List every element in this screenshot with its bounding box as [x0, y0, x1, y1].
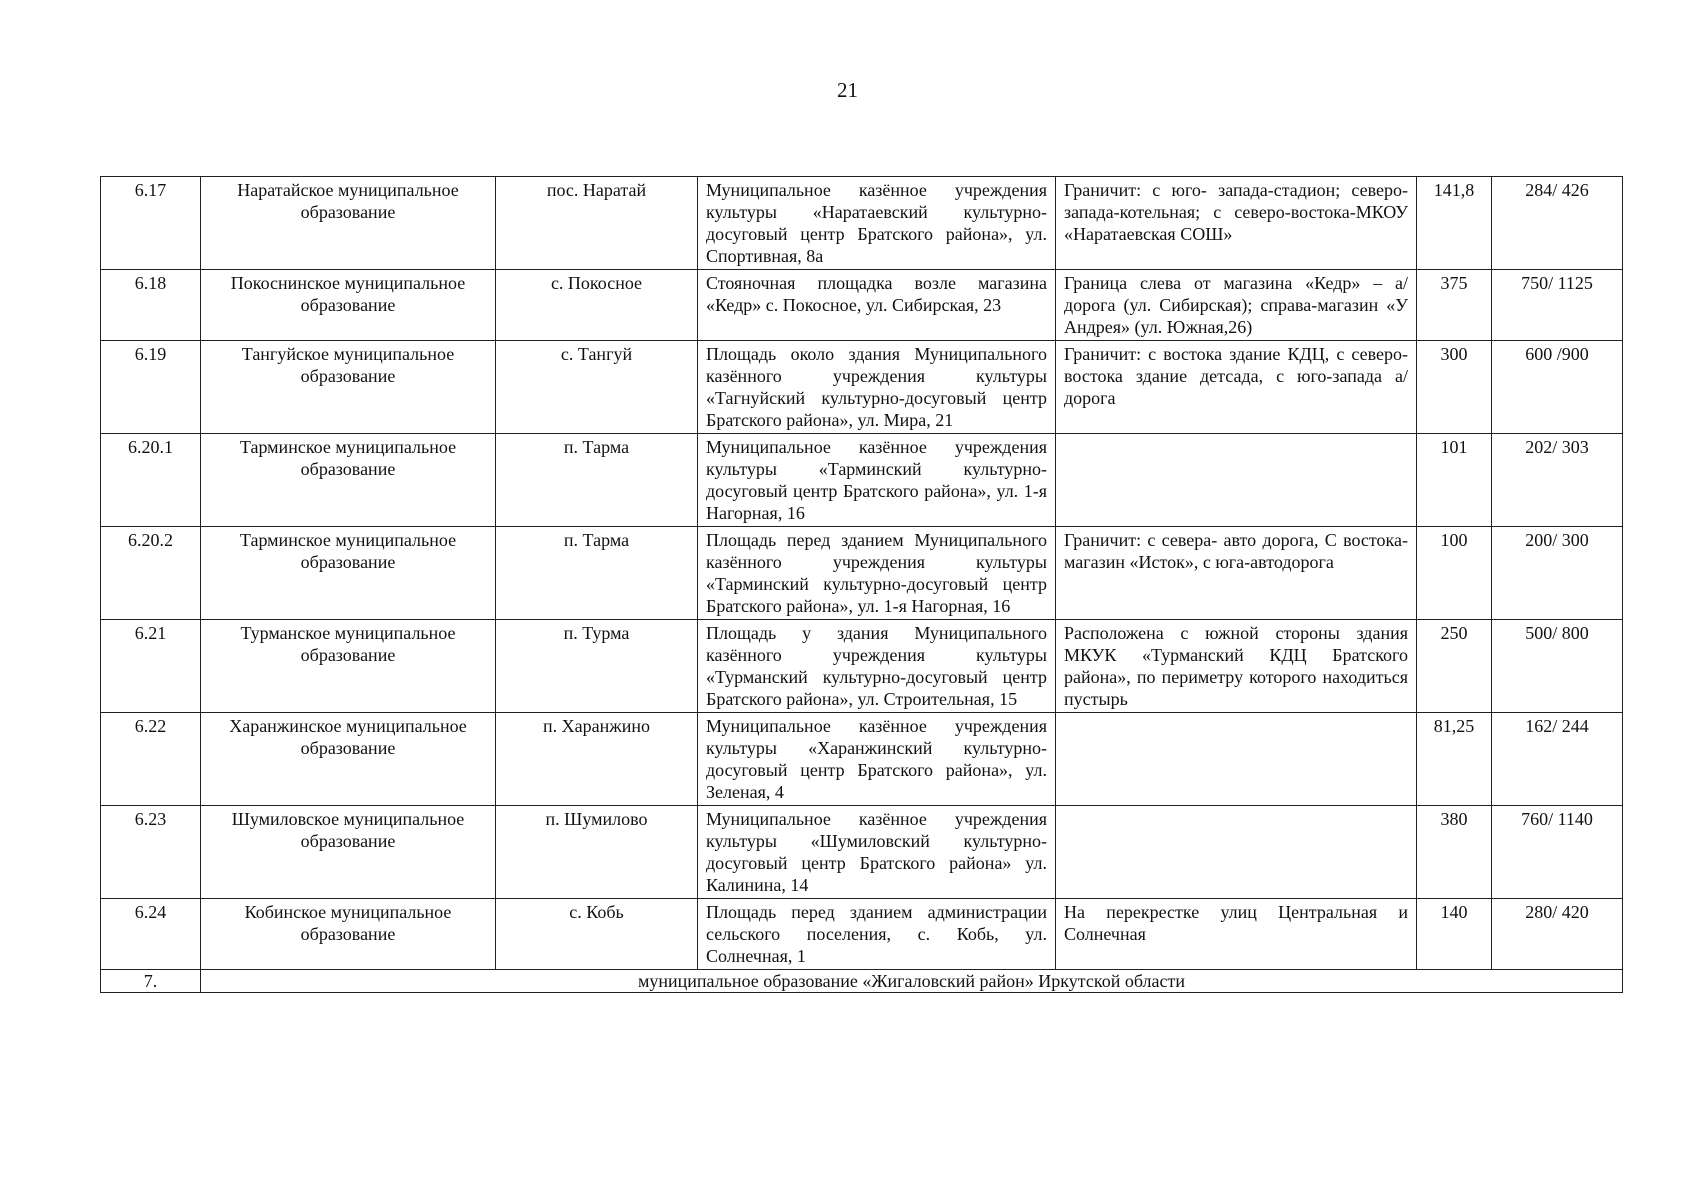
settlement-cell: п. Тарма	[496, 434, 698, 527]
boundaries-cell: Граничит: с востока здание КДЦ, с северо-востока здание детсада, с юго-запада а/дорога	[1056, 341, 1417, 434]
municipality-cell: Тарминское муниципальное образование	[201, 434, 496, 527]
municipality-cell: Турманское муниципальное образование	[201, 620, 496, 713]
address-cell: Муниципальное казённое учреждения культуры «Тарминский культурно-досуговый центр Братского района», ул. 1-я Нагорная, 16	[698, 434, 1056, 527]
boundaries-cell	[1056, 434, 1417, 527]
municipality-cell: Шумиловское муниципальное образование	[201, 806, 496, 899]
area-cell: 140	[1417, 899, 1492, 970]
boundaries-cell: Расположена с южной стороны здания МКУК «Турманский КДЦ Братского района», по периметру которого находиться пустырь	[1056, 620, 1417, 713]
municipality-cell: Кобинское муниципальное образование	[201, 899, 496, 970]
table-row	[101, 434, 1623, 527]
settlement-cell: с. Тангуй	[496, 341, 698, 434]
table-row	[101, 177, 1623, 270]
table-row	[101, 620, 1623, 713]
table-row	[101, 899, 1623, 970]
table-row	[101, 341, 1623, 434]
boundaries-cell	[1056, 806, 1417, 899]
address-cell: Муниципальное казённое учреждения культуры «Наратаевский культурно-досуговый центр Братского района», ул. Спортивная, 8а	[698, 177, 1056, 270]
boundaries-cell	[1056, 713, 1417, 806]
row-number-cell: 6.20.1	[101, 434, 201, 527]
area-cell: 250	[1417, 620, 1492, 713]
row-number-cell: 6.20.2	[101, 527, 201, 620]
settlement-cell: п. Шумилово	[496, 806, 698, 899]
municipality-cell: Покоснинское муниципальное образование	[201, 270, 496, 341]
address-cell: Площадь перед зданием администрации сельского поселения, с. Кобь, ул. Солнечная, 1	[698, 899, 1056, 970]
boundaries-cell: Граница слева от магазина «Кедр» – а/дорога (ул. Сибирская); справа-магазин «У Андрея» (ул. Южная,26)	[1056, 270, 1417, 341]
capacity-cell: 600 /900	[1492, 341, 1623, 434]
capacity-cell: 750/ 1125	[1492, 270, 1623, 341]
capacity-cell: 280/ 420	[1492, 899, 1623, 970]
address-cell: Муниципальное казённое учреждения культуры «Шумиловский культурно-досуговый центр Братского района» ул. Калинина, 14	[698, 806, 1056, 899]
capacity-cell: 284/ 426	[1492, 177, 1623, 270]
section-number-cell: 7.	[101, 970, 201, 993]
area-cell: 141,8	[1417, 177, 1492, 270]
capacity-cell: 202/ 303	[1492, 434, 1623, 527]
area-cell: 380	[1417, 806, 1492, 899]
page-number: 21	[837, 78, 858, 102]
section-title-cell: муниципальное образование «Жигаловский район» Иркутской области	[201, 970, 1623, 993]
places-table	[100, 176, 1623, 993]
municipality-cell: Наратайское муниципальное образование	[201, 177, 496, 270]
settlement-cell: с. Кобь	[496, 899, 698, 970]
row-number-cell: 6.21	[101, 620, 201, 713]
row-number-cell: 6.17	[101, 177, 201, 270]
boundaries-cell: Граничит: с юго- запада-стадион; северо-запада-котельная; с северо-востока-МКОУ «Наратаевская СОШ»	[1056, 177, 1417, 270]
municipality-cell: Тангуйское муниципальное образование	[201, 341, 496, 434]
area-cell: 100	[1417, 527, 1492, 620]
row-number-cell: 6.19	[101, 341, 201, 434]
row-number-cell: 6.23	[101, 806, 201, 899]
settlement-cell: п. Харанжино	[496, 713, 698, 806]
municipality-cell: Тарминское муниципальное образование	[201, 527, 496, 620]
address-cell: Площадь у здания Муниципального казённого учреждения культуры «Турманский культурно-досуговый центр Братского района», ул. Строительная, 15	[698, 620, 1056, 713]
settlement-cell: пос. Наратай	[496, 177, 698, 270]
address-cell: Муниципальное казённое учреждения культуры «Харанжинский культурно-досуговый центр Братского района», ул. Зеленая, 4	[698, 713, 1056, 806]
settlement-cell: п. Тарма	[496, 527, 698, 620]
area-cell: 81,25	[1417, 713, 1492, 806]
boundaries-cell: Граничит: с севера- авто дорога, С востока- магазин «Исток», с юга-автодорога	[1056, 527, 1417, 620]
table-row	[101, 806, 1623, 899]
area-cell: 300	[1417, 341, 1492, 434]
boundaries-cell: На перекрестке улиц Центральная и Солнечная	[1056, 899, 1417, 970]
capacity-cell: 162/ 244	[1492, 713, 1623, 806]
row-number-cell: 6.18	[101, 270, 201, 341]
capacity-cell: 200/ 300	[1492, 527, 1623, 620]
settlement-cell: п. Турма	[496, 620, 698, 713]
capacity-cell: 760/ 1140	[1492, 806, 1623, 899]
municipality-cell: Харанжинское муниципальное образование	[201, 713, 496, 806]
address-cell: Площадь около здания Муниципального казённого учреждения культуры «Тагнуйский культурно-досуговый центр Братского района», ул. Мира, 21	[698, 341, 1056, 434]
settlement-cell: с. Покосное	[496, 270, 698, 341]
address-cell: Стояночная площадка возле магазина «Кедр» с. Покосное, ул. Сибирская, 23	[698, 270, 1056, 341]
capacity-cell: 500/ 800	[1492, 620, 1623, 713]
table-row	[101, 270, 1623, 341]
table-row	[101, 713, 1623, 806]
section-row	[101, 970, 1623, 993]
area-cell: 101	[1417, 434, 1492, 527]
table-row	[101, 527, 1623, 620]
area-cell: 375	[1417, 270, 1492, 341]
address-cell: Площадь перед зданием Муниципального казённого учреждения культуры «Тарминский культурно-досуговый центр Братского района», ул. 1-я Нагорная, 16	[698, 527, 1056, 620]
row-number-cell: 6.22	[101, 713, 201, 806]
row-number-cell: 6.24	[101, 899, 201, 970]
